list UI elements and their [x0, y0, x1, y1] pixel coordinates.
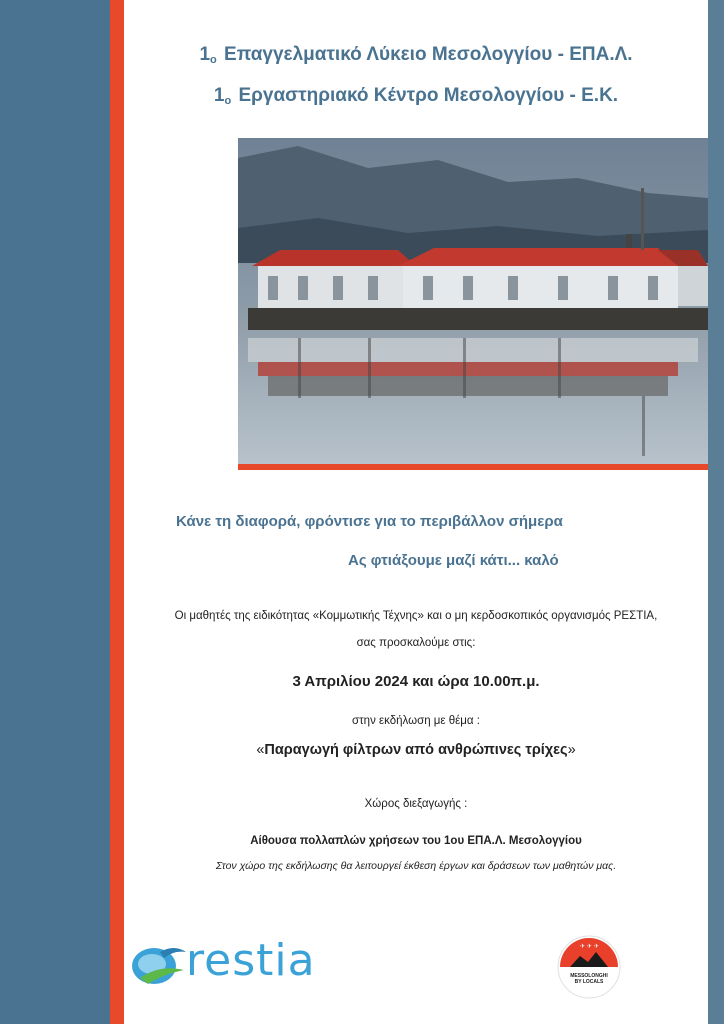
topic-intro: στην εκδήλωση με θέμα :	[352, 715, 480, 727]
school-title-line2	[124, 85, 708, 107]
ordinal-number: 1	[199, 44, 211, 65]
right-color-band	[708, 0, 724, 1024]
ordinal-suffix: ο	[224, 95, 232, 107]
svg-text:✈ ✈ ✈: ✈ ✈ ✈	[580, 943, 599, 950]
quote-close: »	[567, 742, 576, 758]
messolonghi-by-locals-logo	[556, 934, 622, 1000]
quote-open: «	[256, 742, 265, 758]
ordinal-number: 1	[213, 85, 225, 106]
invitation-intro: Οι μαθητές της ειδικότητας «Κομμωτικής Τέχνης» και ο μη κερδοσκοπικός οργανισμός ΡΕΣΤΙΑ,	[174, 610, 658, 622]
mbl-line1: MESSOLONGHI	[570, 973, 608, 979]
slogan-line2: Ας φτιάξουμε μαζί κάτι... καλό	[348, 552, 559, 569]
ordinal-suffix: ο	[210, 54, 217, 66]
event-topic	[124, 742, 708, 758]
slogan-line1: Κάνε τη διαφορά, φρόντισε για το περιβάλλον σήμερα	[176, 513, 563, 530]
school-title-line1	[124, 44, 708, 66]
left-accent-stripe	[110, 0, 124, 1024]
photo-underline	[238, 464, 708, 470]
restia-wordmark: restia	[186, 935, 316, 986]
left-color-band	[0, 0, 110, 1024]
school-name: Επαγγελματικό Λύκειο Μεσολογγίου - ΕΠΑ.Λ.	[224, 44, 633, 65]
venue: Αίθουσα πολλαπλών χρήσεων του 1ου ΕΠΑ.Λ. Μεσολογγίου	[250, 835, 582, 847]
event-date: 3 Απριλίου 2024 και ώρα 10.00π.μ.	[292, 673, 540, 690]
center-name: Εργαστηριακό Κέντρο Μεσολογγίου - Ε.Κ.	[238, 85, 619, 106]
lagoon-stilt-houses-photo	[238, 138, 708, 464]
venue-label: Χώρος διεξαγωγής :	[364, 798, 468, 810]
invitation-intro-cont: σας προσκαλούμε στις:	[356, 637, 476, 649]
mbl-line2: BY LOCALS	[574, 979, 604, 985]
topic-title: Παραγωγή φίλτρων από ανθρώπινες τρίχες	[264, 742, 568, 758]
exhibition-note: Στον χώρο της εκδήλωσης θα λειτουργεί έκθεση έργων και δράσεων των μαθητών μας.	[215, 860, 617, 872]
messolonghi-by-locals-text	[556, 973, 622, 985]
